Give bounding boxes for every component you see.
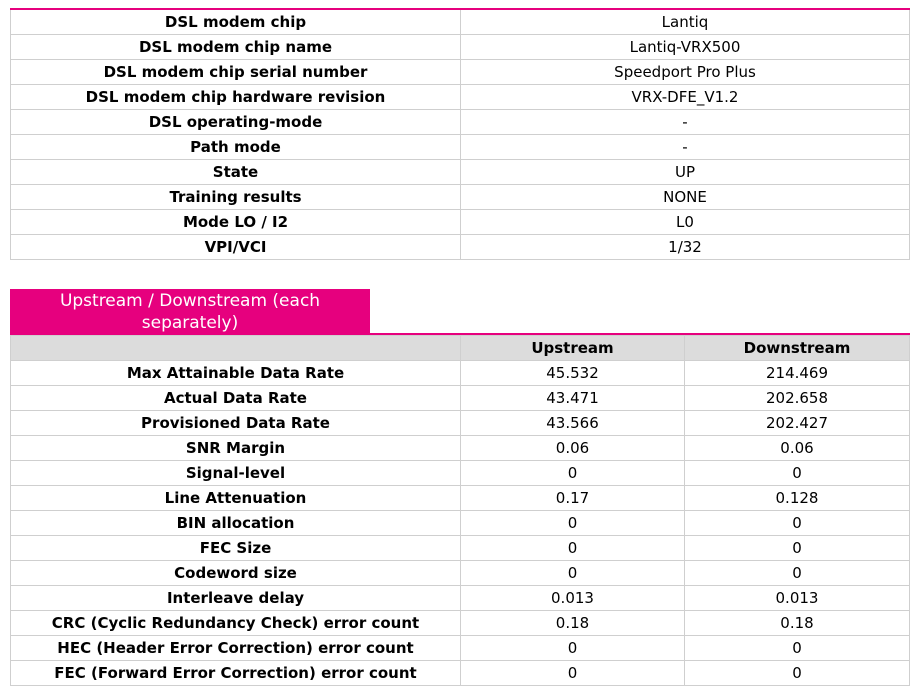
table-header-row: [11, 336, 910, 361]
table-row: [11, 9, 910, 35]
row-label: Interleave delay: [11, 586, 461, 611]
row-label: Line Attenuation: [11, 486, 461, 511]
dsl-chip-info-table: [10, 8, 910, 260]
downstream-value: 0: [685, 561, 910, 586]
upstream-value: 0.013: [461, 586, 685, 611]
downstream-value: 0.013: [685, 586, 910, 611]
table-row: [11, 60, 910, 85]
table-row: [11, 361, 910, 386]
row-label: Max Attainable Data Rate: [11, 361, 461, 386]
row-label: DSL operating-mode: [11, 110, 461, 135]
column-header-upstream: Upstream: [461, 336, 685, 361]
row-value: Speedport Pro Plus: [461, 60, 910, 85]
row-value: NONE: [461, 185, 910, 210]
row-label: Training results: [11, 185, 461, 210]
row-label: HEC (Header Error Correction) error count: [11, 636, 461, 661]
column-header-downstream: Downstream: [685, 336, 910, 361]
row-value: 1/32: [461, 235, 910, 260]
row-value: Lantiq-VRX500: [461, 35, 910, 60]
upstream-value: 0.17: [461, 486, 685, 511]
row-label: BIN allocation: [11, 511, 461, 536]
row-value: VRX-DFE_V1.2: [461, 85, 910, 110]
row-label: DSL modem chip serial number: [11, 60, 461, 85]
row-value: Lantiq: [461, 9, 910, 35]
upstream-value: 0: [461, 461, 685, 486]
table-row: [11, 210, 910, 235]
table-row: [11, 110, 910, 135]
table-row: [11, 386, 910, 411]
downstream-value: 0: [685, 511, 910, 536]
upstream-value: 0: [461, 536, 685, 561]
upstream-value: 0.06: [461, 436, 685, 461]
downstream-value: 0: [685, 661, 910, 686]
row-label: FEC Size: [11, 536, 461, 561]
upstream-value: 43.471: [461, 386, 685, 411]
table-row: [11, 586, 910, 611]
table-row: [11, 411, 910, 436]
row-value: L0: [461, 210, 910, 235]
downstream-value: 0: [685, 461, 910, 486]
table-row: [11, 85, 910, 110]
section-title: Upstream / Downstream (each separately): [10, 289, 370, 333]
upstream-downstream-table: [10, 335, 910, 686]
upstream-value: 0.18: [461, 611, 685, 636]
row-label: Path mode: [11, 135, 461, 160]
table-row: [11, 486, 910, 511]
downstream-value: 0.128: [685, 486, 910, 511]
row-label: VPI/VCI: [11, 235, 461, 260]
table-row: [11, 461, 910, 486]
table-row: [11, 235, 910, 260]
table-row: [11, 135, 910, 160]
column-header-label: [11, 336, 461, 361]
row-label: Actual Data Rate: [11, 386, 461, 411]
table-row: [11, 561, 910, 586]
table-row: [11, 636, 910, 661]
row-label: Provisioned Data Rate: [11, 411, 461, 436]
row-value: UP: [461, 160, 910, 185]
downstream-value: 214.469: [685, 361, 910, 386]
table-row: [11, 185, 910, 210]
row-value: -: [461, 135, 910, 160]
table-row: [11, 160, 910, 185]
upstream-value: 0: [461, 636, 685, 661]
row-label: DSL modem chip hardware revision: [11, 85, 461, 110]
downstream-value: 0.06: [685, 436, 910, 461]
row-label: FEC (Forward Error Correction) error count: [11, 661, 461, 686]
table-row: [11, 611, 910, 636]
upstream-value: 0: [461, 561, 685, 586]
downstream-value: 0.18: [685, 611, 910, 636]
table-row: [11, 511, 910, 536]
downstream-value: 0: [685, 536, 910, 561]
row-label: State: [11, 160, 461, 185]
row-value: -: [461, 110, 910, 135]
downstream-value: 0: [685, 636, 910, 661]
table-row: [11, 436, 910, 461]
row-label: Mode LO / I2: [11, 210, 461, 235]
row-label: Codeword size: [11, 561, 461, 586]
downstream-value: 202.658: [685, 386, 910, 411]
table-row: [11, 661, 910, 686]
row-label: Signal-level: [11, 461, 461, 486]
upstream-value: 0: [461, 661, 685, 686]
table-row: [11, 536, 910, 561]
row-label: DSL modem chip name: [11, 35, 461, 60]
table-row: [11, 35, 910, 60]
row-label: DSL modem chip: [11, 9, 461, 35]
row-label: SNR Margin: [11, 436, 461, 461]
upstream-value: 43.566: [461, 411, 685, 436]
upstream-value: 0: [461, 511, 685, 536]
upstream-value: 45.532: [461, 361, 685, 386]
downstream-value: 202.427: [685, 411, 910, 436]
row-label: CRC (Cyclic Redundancy Check) error count: [11, 611, 461, 636]
